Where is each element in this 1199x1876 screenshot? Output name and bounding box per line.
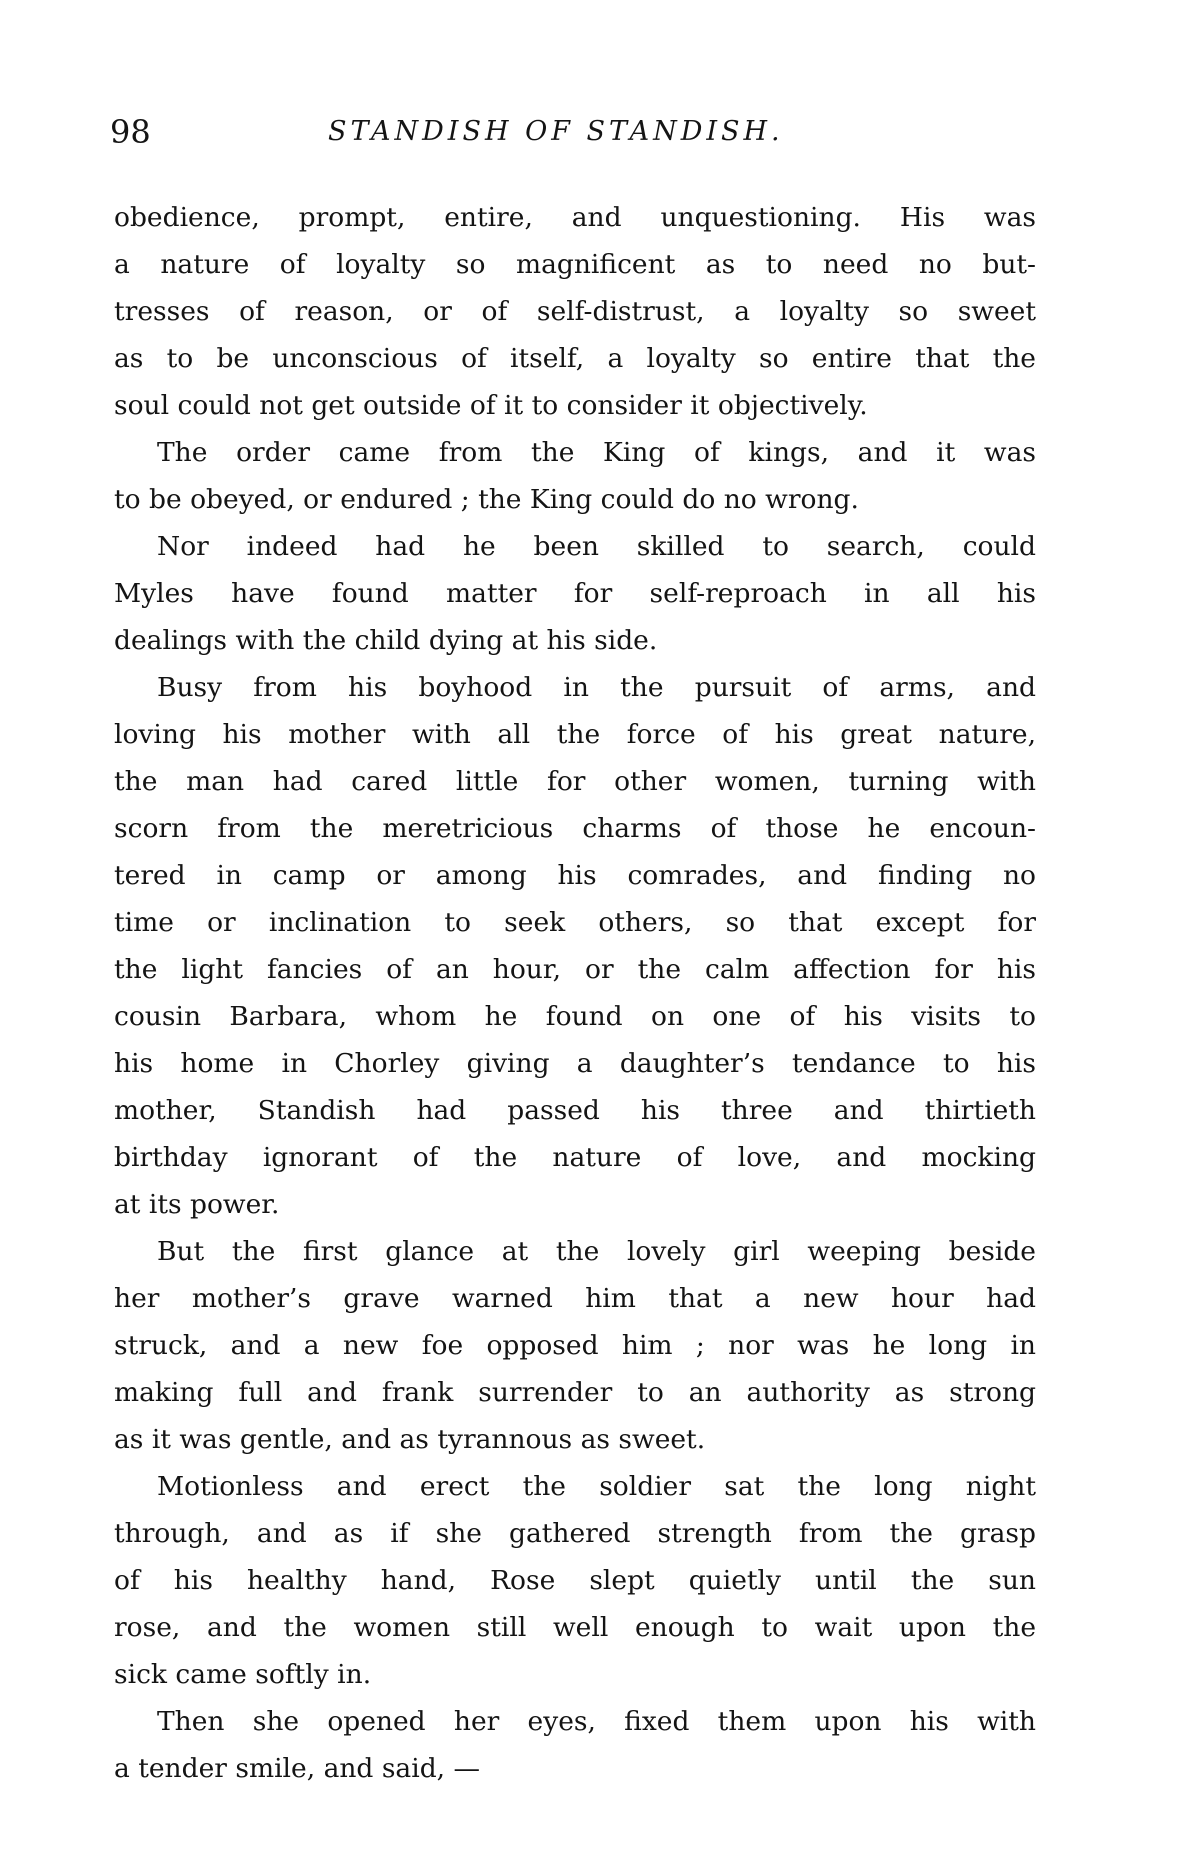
text-line: Motionless and erect the soldier sat the long night [157, 1471, 1036, 1502]
text-line: cousin Barbara, whom he found on one of his visits to [114, 1001, 1036, 1032]
text-line: birthday ignorant of the nature of love, and mocking [114, 1142, 1036, 1173]
text-line: through, and as if she gathered strength from the grasp [114, 1518, 1036, 1549]
text-line: struck, and a new foe opposed him ; nor was he long in [114, 1330, 1036, 1361]
text-line: to be obeyed, or endured ; the King could do no wrong. [114, 484, 859, 515]
text-line: the man had cared little for other women, turning with [114, 766, 1036, 797]
text-line: as to be unconscious of itself, a loyalty so entire that the [114, 343, 1036, 374]
running-title: STANDISH OF STANDISH. [328, 116, 784, 147]
text-line: as it was gentle, and as tyrannous as sweet. [114, 1424, 706, 1455]
text-line: Then she opened her eyes, fixed them upon his with [157, 1706, 1036, 1737]
page-number: 98 [110, 113, 151, 151]
body-text [114, 194, 1036, 1792]
page-header [110, 112, 1036, 152]
text-line: Nor indeed had he been skilled to search, could [157, 531, 1036, 562]
text-line: rose, and the women still well enough to wait upon the [114, 1612, 1036, 1643]
text-line: But the first glance at the lovely girl weeping beside [157, 1236, 1036, 1267]
text-line: tered in camp or among his comrades, and finding no [114, 860, 1036, 891]
text-line: time or inclination to seek others, so that except for [114, 907, 1036, 938]
text-line: his home in Chorley giving a daughter’s tendance to his [114, 1048, 1036, 1079]
text-line: a tender smile, and said, — [114, 1753, 481, 1784]
text-line: loving his mother with all the force of his great nature, [114, 719, 1036, 750]
text-line: tresses of reason, or of self-distrust, a loyalty so sweet [114, 296, 1036, 327]
text-line: scorn from the meretricious charms of those he encoun- [114, 813, 1036, 844]
text-line: dealings with the child dying at his side. [114, 625, 658, 656]
text-line: sick came softly in. [114, 1659, 372, 1690]
text-line: soul could not get outside of it to consider it objectively. [114, 390, 868, 421]
text-line: a nature of loyalty so magnificent as to need no but- [114, 249, 1036, 280]
text-line: her mother’s grave warned him that a new hour had [114, 1283, 1036, 1314]
text-line: the light fancies of an hour, or the calm affection for his [114, 954, 1036, 985]
text-line: obedience, prompt, entire, and unquestioning. His was [114, 202, 1036, 233]
text-line: making full and frank surrender to an authority as strong [114, 1377, 1036, 1408]
text-line: Busy from his boyhood in the pursuit of arms, and [157, 672, 1036, 703]
text-line: at its power. [114, 1189, 280, 1220]
text-line: The order came from the King of kings, and it was [157, 437, 1036, 468]
text-line: of his healthy hand, Rose slept quietly until the sun [114, 1565, 1036, 1596]
text-line: mother, Standish had passed his three and thirtieth [114, 1095, 1036, 1126]
text-line: Myles have found matter for self-reproach in all his [114, 578, 1036, 609]
